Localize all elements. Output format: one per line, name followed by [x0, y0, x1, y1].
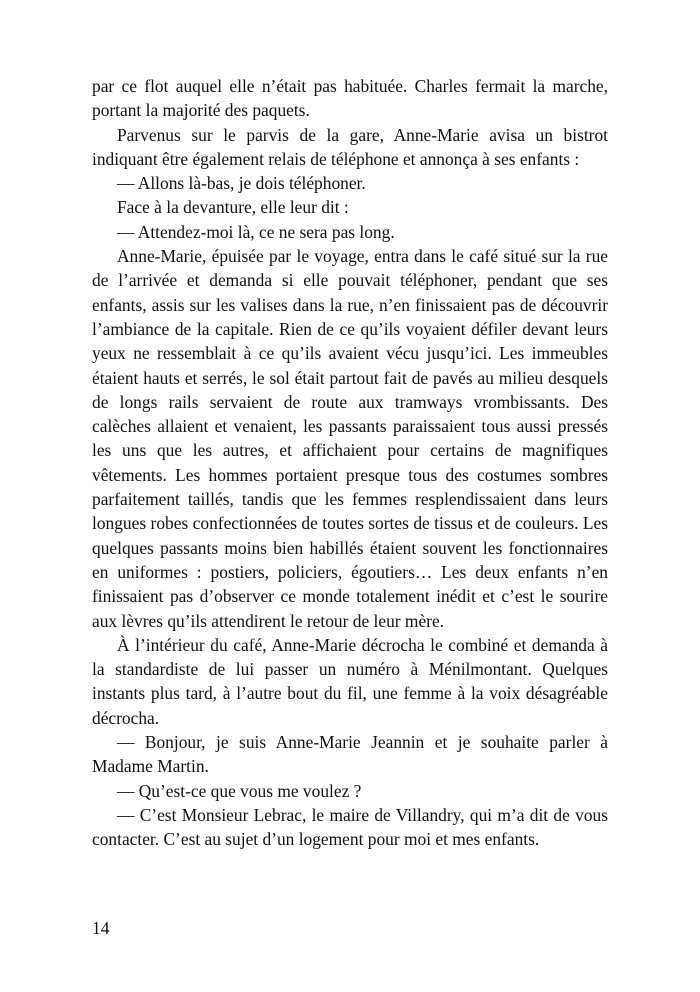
paragraph-continuation: par ce flot auquel elle n’était pas habituée. Charles fermait la marche, portant la majorité des paquets. — [92, 76, 608, 121]
page-body — [92, 74, 608, 852]
dialogue-line: — Bonjour, je suis Anne-Marie Jeannin et je souhaite parler à Madame Martin. — [92, 732, 608, 777]
dialogue-line: — Allons là-bas, je dois téléphoner. — [117, 173, 366, 194]
paragraph-parvis: Parvenus sur le parvis de la gare, Anne-Marie avisa un bistrot indiquant être également relais de téléphone et annonça à ses enfants : — [92, 124, 608, 169]
dialogue-line: — C’est Monsieur Lebrac, le maire de Villandry, qui m’a dit de vous contacter. C’est au sujet d’un logement pour moi et mes enfants. — [92, 804, 608, 850]
dialogue-line: — Attendez-moi là, ce ne sera pas long. — [117, 221, 395, 242]
paragraph-devanture: Face à la devanture, elle leur dit : — [117, 197, 349, 218]
paragraph-interieur-cafe: À l’intérieur du café, Anne-Marie décrocha le combiné et demanda à la standardiste de lui passer un numéro à Ménilmontant. Quelques instants plus tard, à l’autre bout du fil, une femme à la voix désagréable décrocha. — [92, 634, 608, 728]
page-number: 14 — [92, 918, 110, 938]
dialogue-line: — Qu’est-ce que vous me voulez ? — [117, 780, 362, 801]
paragraph-capitale: Anne-Marie, épuisée par le voyage, entra dans le café situé sur la rue de l’arrivée et demanda si elle pouvait téléphoner, pendant que ses enfants, assis sur les valises dans la rue, n’en finissaient pas de découvrir l’ambiance de la capitale. Rien de ce qu’ils voyaient défiler devant leurs yeux ne ressemblait à ce qu’ils avaient vécu jusqu’ici. Les immeubles étaient hauts et serrés, le sol était partout fait de pavés au milieu desquels de longs rails servaient de route aux tramways vrombissants. Des calèches allaient et venaient, les passants paraissaient tous aussi pressés les uns que les autres, et affichaient pour certains de magnifiques vêtements. Les hommes portaient presque tous des costumes sombres parfaitement taillés, tandis que les femmes resplendissaient dans leurs longues robes confectionnées de toutes sortes de tissus et de couleurs. Les quelques passants moins bien habillés étaient souvent les fonctionnaires en uniformes : postiers, policiers, égoutiers… Les deux enfants n’en finissaient pas d’observer ce monde totalement inédit et c’est le sourire aux lèvres qu’ils attendirent le retour de leur mère. — [92, 246, 608, 631]
